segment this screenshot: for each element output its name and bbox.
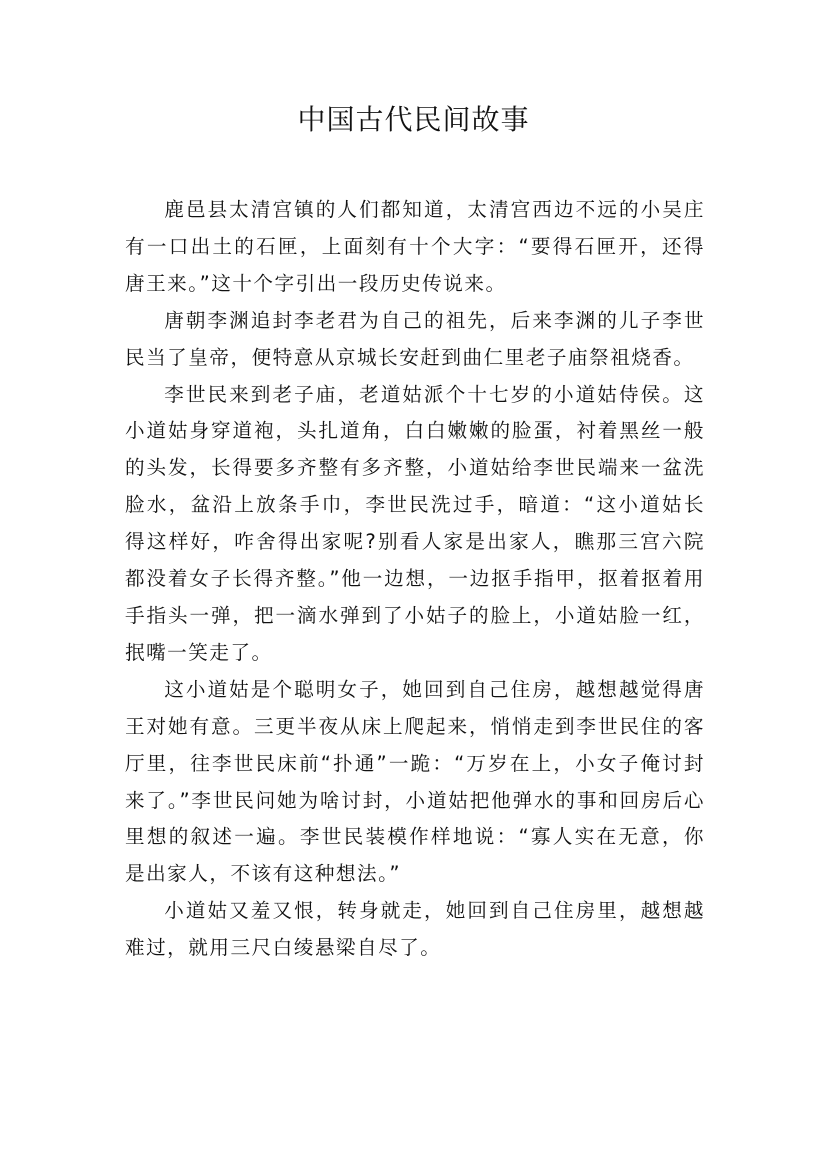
document-title: 中国古代民间故事 bbox=[297, 103, 530, 136]
paragraph: 李世民来到老子庙，老道姑派个十七岁的小道姑侍侯。这小道姑身穿道袍，头扎道角，白白嫩嫩的脸蛋，衬着黑丝一般的头发，长得要多齐整有多齐整，小道姑给李世民端来一盆洗脸水，盆沿上放条手巾，李世民洗过手，暗道：“这小道姑长得这样好，咋舍得出家呢?别看人家是出家人，瞧那三宫六院都没着女子长得齐整。”他一边想，一边抠手指甲，抠着抠着用手指头一弹，把一滴水弹到了小姑子的脸上，小道姑脸一红，抿嘴一笑走了。 bbox=[125, 382, 705, 664]
document-body bbox=[125, 192, 705, 967]
paragraph: 鹿邑县太清宫镇的人们都知道，太清宫西边不远的小吴庄有一口出土的石匣，上面刻有十个大字：“要得石匣开，还得唐王来。”这十个字引出一段历史传说来。 bbox=[125, 198, 705, 295]
paragraph: 小道姑又羞又恨，转身就走，她回到自己住房里，越想越难过，就用三尺白绫悬梁自尽了。 bbox=[125, 899, 705, 960]
paragraph: 唐朝李渊追封李老君为自己的祖先，后来李渊的儿子李世民当了皇帝，便特意从京城长安赶到曲仁里老子庙祭祖烧香。 bbox=[125, 308, 705, 369]
paragraph: 这小道姑是个聪明女子，她回到自己住房，越想越觉得唐王对她有意。三更半夜从床上爬起来，悄悄走到李世民住的客厅里，往李世民床前“扑通”一跪：“万岁在上，小女子俺讨封来了。”李世民问她为啥讨封，小道姑把他弹水的事和回房后心里想的叙述一遍。李世民装模作样地说：“寡人实在无意，你是出家人，不该有这种想法。” bbox=[125, 677, 705, 886]
